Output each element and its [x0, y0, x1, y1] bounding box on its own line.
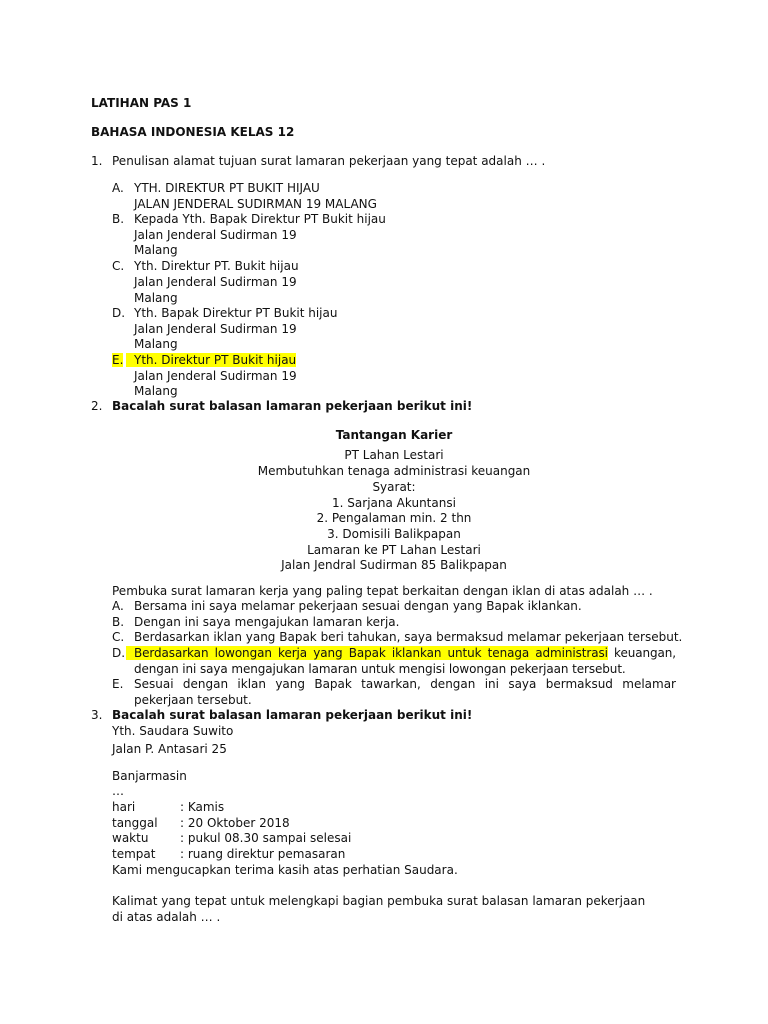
q2-option-e: Sesuai dengan iklan yang Bapak tawarkan, dengan ini saya bermaksud melamar pekerjaan tersebut. [134, 677, 676, 707]
q2-option-a: Bersama ini saya melamar pekerjaan sesuai dengan yang Bapak iklankan. [134, 599, 582, 613]
q3-detail-value-waktu: : pukul 08.30 sampai selesai [180, 831, 352, 845]
ad-line-1: PT Lahan Lestari [344, 448, 444, 462]
q2-prompt: Pembuka surat lamaran kerja yang paling tepat berkaitan dengan iklan di atas adalah … . [112, 584, 653, 598]
q1-option-e-label-highlight: E. [112, 353, 124, 367]
q1-option-d-line1: Yth. Bapak Direktur PT Bukit hijau [134, 306, 338, 320]
q1-option-c-label: C. [112, 259, 125, 273]
q1-option-b-line2: Jalan Jenderal Sudirman 19 [134, 228, 297, 242]
ad-line-3: Syarat: [372, 480, 416, 494]
q1-option-e-line3: Malang [134, 384, 178, 398]
q1-option-a-line1: YTH. DIREKTUR PT BUKIT HIJAU [134, 181, 320, 195]
doc-subtitle: BAHASA INDONESIA KELAS 12 [91, 125, 295, 139]
ad-line-2: Membutuhkan tenaga administrasi keuangan [257, 464, 531, 478]
ad-line-4: 1. Sarjana Akuntansi [332, 496, 456, 510]
q1-number: 1. [91, 154, 103, 168]
q1-option-c-line3: Malang [134, 291, 178, 305]
q3-detail-key-hari: hari [112, 800, 136, 814]
ad-line-8: Jalan Jendral Sudirman 85 Balikpapan [281, 558, 507, 572]
ad-line-7: Lamaran ke PT Lahan Lestari [307, 543, 481, 557]
q2-option-c: Berdasarkan iklan yang Bapak beri tahukan, saya bermaksud melamar pekerjaan tersebut. [134, 630, 683, 644]
q1-option-b-line1: Kepada Yth. Bapak Direktur PT Bukit hijau [134, 212, 386, 226]
q1-option-e-label [112, 352, 123, 368]
q1-option-e-line2: Jalan Jenderal Sudirman 19 [134, 369, 297, 383]
q1-option-a-line2: JALAN JENDERAL SUDIRMAN 19 MALANG [134, 197, 377, 211]
q2-option-b-label: B. [112, 615, 125, 629]
q1-question: Penulisan alamat tujuan surat lamaran pekerjaan yang tepat adalah … . [112, 154, 546, 168]
q3-detail-key-tempat: tempat [112, 847, 156, 861]
q2-option-b: Dengan ini saya mengajukan lamaran kerja. [134, 615, 400, 629]
q2-number: 2. [91, 399, 103, 413]
q3-question: Bacalah surat balasan lamaran pekerjaan berikut ini! [112, 708, 473, 722]
q3-closing: Kami mengucapkan terima kasih atas perhatian Saudara. [112, 863, 458, 877]
q2-question: Bacalah surat balasan lamaran pekerjaan berikut ini! [112, 399, 473, 413]
q2-option-e-label: E. [112, 677, 124, 691]
q3-city: Banjarmasin [112, 769, 187, 783]
q1-option-e-line1 [126, 352, 296, 368]
q1-option-b-label: B. [112, 212, 125, 226]
q2-option-d-label: D. [112, 646, 126, 660]
q3-ellipsis: … [112, 784, 124, 798]
doc-title: LATIHAN PAS 1 [91, 96, 192, 110]
q3-detail-key-waktu: waktu [112, 831, 149, 845]
q3-detail-value-tempat: : ruang direktur pemasaran [180, 847, 346, 861]
q2-option-c-label: C. [112, 630, 125, 644]
q3-detail-key-tanggal: tanggal [112, 816, 158, 830]
ad-line-5: 2. Pengalaman min. 2 thn [316, 511, 472, 525]
q1-option-b-line3: Malang [134, 243, 178, 257]
q3-address-line-1: Yth. Saudara Suwito [112, 724, 234, 738]
q3-number: 3. [91, 708, 103, 722]
q2-option-d [134, 645, 676, 677]
q3-address-line-2: Jalan P. Antasari 25 [112, 742, 227, 756]
q2-option-d-rest: keuangan, dengan ini saya mengajukan lamaran untuk mengisi lowongan pekerjaan tersebut. [134, 646, 677, 676]
ad-title: Tantangan Karier [335, 428, 453, 442]
q2-option-a-label: A. [112, 599, 124, 613]
q3-prompt: Kalimat yang tepat untuk melengkapi bagian pembuka surat balasan lamaran pekerjaan di atas adalah … . [112, 894, 646, 924]
q1-option-c-line2: Jalan Jenderal Sudirman 19 [134, 275, 297, 289]
q3-detail-value-hari: : Kamis [180, 800, 225, 814]
q1-option-d-line2: Jalan Jenderal Sudirman 19 [134, 322, 297, 336]
q1-option-c-line1: Yth. Direktur PT. Bukit hijau [134, 259, 299, 273]
q2-option-d-highlight: Berdasarkan lowongan kerja yang Bapak iklankan untuk tenaga administrasi [126, 646, 608, 660]
q3-detail-value-tanggal: : 20 Oktober 2018 [180, 816, 290, 830]
q1-option-e-highlight: Yth. Direktur PT Bukit hijau [126, 353, 296, 367]
q1-option-d-line3: Malang [134, 337, 178, 351]
q1-option-a-label: A. [112, 181, 124, 195]
ad-line-6: 3. Domisili Balikpapan [327, 527, 461, 541]
q1-option-d-label: D. [112, 306, 126, 320]
